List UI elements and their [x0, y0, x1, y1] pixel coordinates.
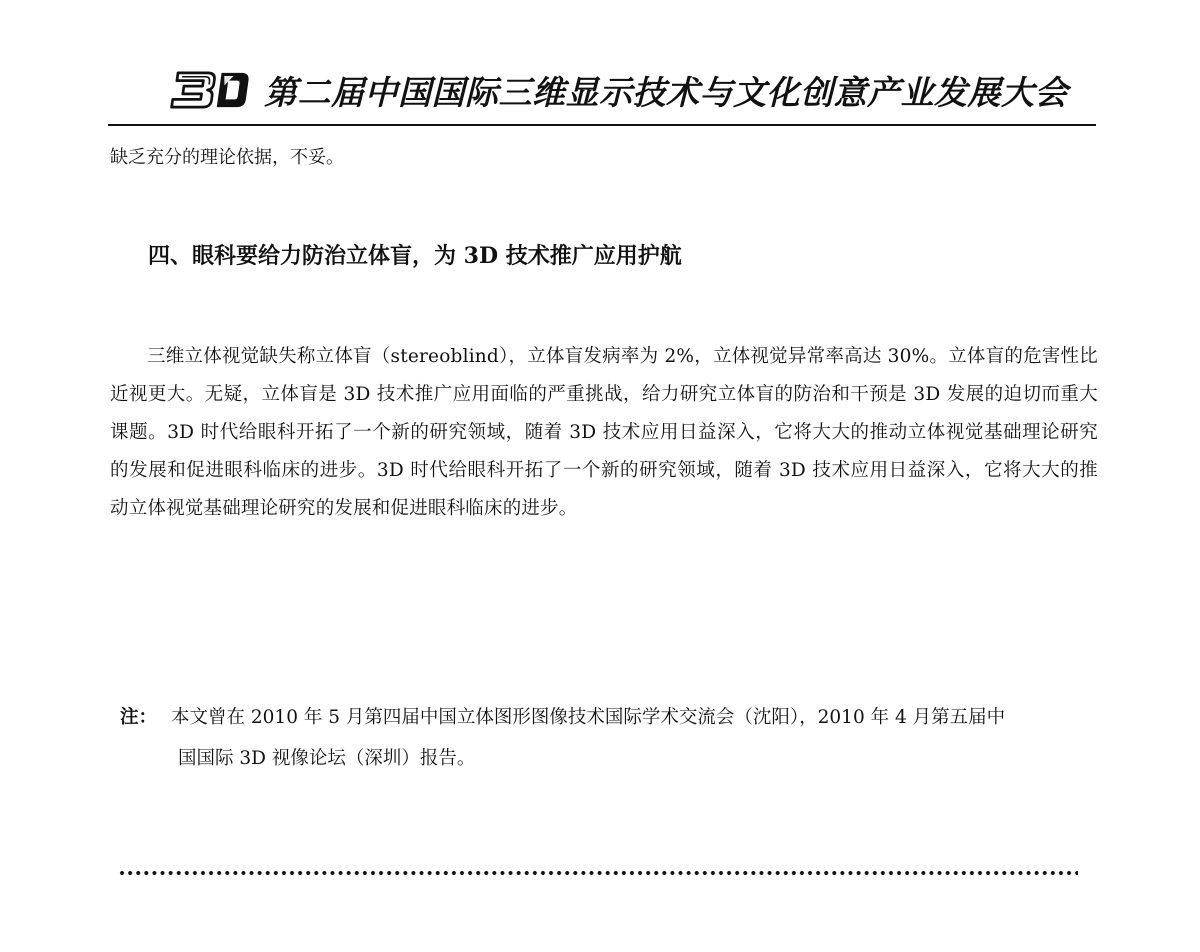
body-paragraph: 三维立体视觉缺失称立体盲（stereoblind），立体盲发病率为 2%，立体视觉异常率高达 30%。立体盲的危害性比近视更大。无疑，立体盲是 3D 技术推广应用面临的严重挑战，给力研究立体盲的防治和干预是 3D 发展的迫切而重大课题。3D 时代给眼科开拓了一个新的研究领域，随着 3D 技术应用日益深入，它将大大的推动立体视觉基础理论研究的发展和促进眼科临床的进步。3D 时代给眼科开拓了一个新的研究领域，随着 3D 技术应用日益深入，它将大大的推动立体视觉基础理论研究的发展和促进眼科临床的进步。: [110, 346, 1098, 519]
footnote: [120, 697, 1100, 779]
footnote-line-1: 本文曾在 2010 年 5 月第四届中国立体图形图像技术国际学术交流会（沈阳），2010 年 4 月第五届中: [171, 707, 1006, 728]
footnote-label: 注：: [120, 707, 158, 728]
section-heading: 四、眼科要给力防治立体盲，为 3D 技术推广应用护航: [148, 243, 682, 269]
dotted-end-rule: [118, 869, 1078, 877]
conference-3d-logo: [168, 60, 252, 120]
page-header: [168, 58, 1068, 122]
continued-text-line: 缺乏充分的理论依据，不妥。: [110, 147, 344, 168]
header-divider: [108, 124, 1096, 126]
footnote-line-2: 国国际 3D 视像论坛（深圳）报告。: [178, 748, 476, 769]
conference-title: 第二届中国国际三维显示技术与文化创意产业发展大会: [264, 72, 1068, 112]
